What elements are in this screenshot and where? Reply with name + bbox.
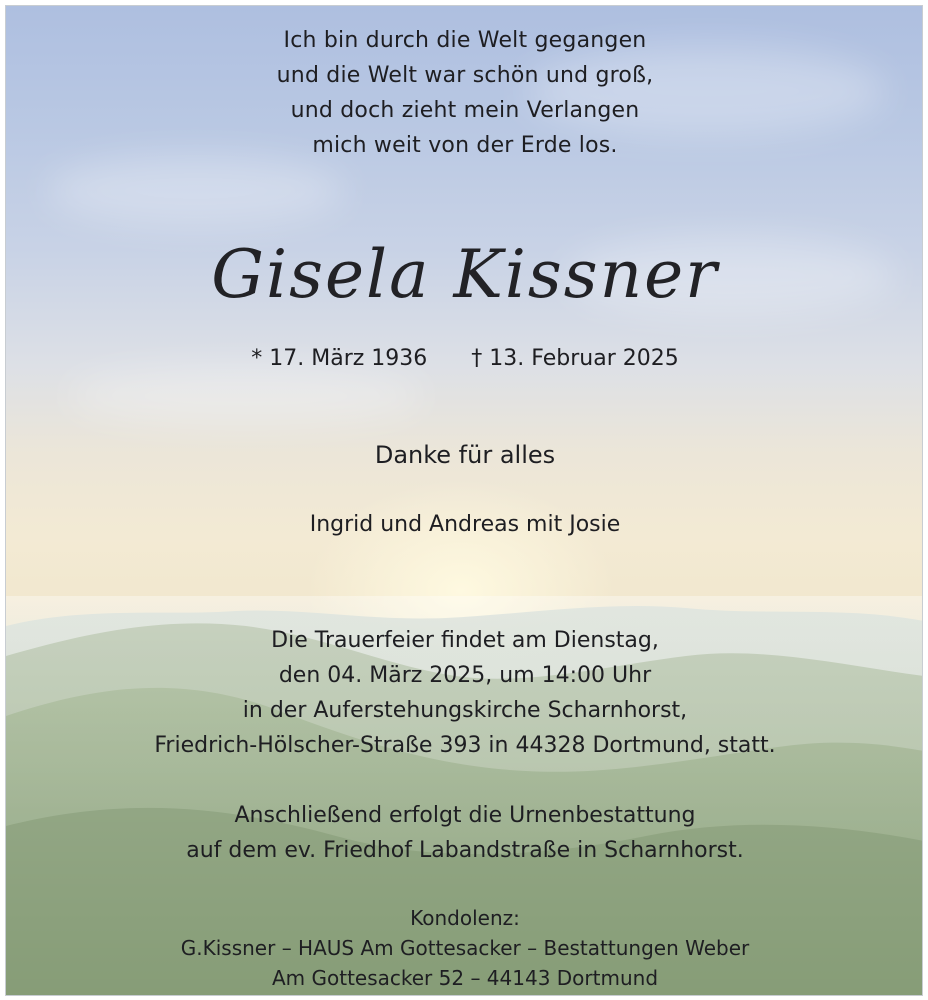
death-date: † 13. Februar 2025 xyxy=(471,346,679,371)
poem-line: mich weit von der Erde los. xyxy=(312,133,618,158)
thanks-text: Danke für alles xyxy=(374,441,556,469)
poem-line: Ich bin durch die Welt gegangen xyxy=(283,28,647,53)
poem-line: und die Welt war schön und groß, xyxy=(276,63,654,88)
life-dates xyxy=(6,346,923,371)
ceremony-line: den 04. März 2025, um 14:00 Uhr xyxy=(278,663,652,688)
mourners-names: Ingrid und Andreas mit Josie xyxy=(309,512,621,537)
condolence-line: Am Gottesacker 52 – 44143 Dortmund xyxy=(271,966,659,990)
burial-line: auf dem ev. Friedhof Labandstraße in Scharnhorst. xyxy=(186,838,744,863)
birth-date: * 17. März 1936 xyxy=(251,346,428,371)
burial-line: Anschließend erfolgt die Urnenbestattung xyxy=(234,803,696,828)
deceased-name: Gisela Kissner xyxy=(211,236,719,313)
condolence-heading: Kondolenz: xyxy=(410,906,520,930)
condolence-line: G.Kissner – HAUS Am Gottesacker – Bestattungen Weber xyxy=(180,936,750,960)
ceremony-line: Die Trauerfeier findet am Dienstag, xyxy=(271,628,659,653)
obituary-card xyxy=(5,5,923,996)
poem-line: und doch zieht mein Verlangen xyxy=(290,98,640,123)
obituary-text xyxy=(6,6,923,996)
ceremony-line: Friedrich-Hölscher-Straße 393 in 44328 Dortmund, statt. xyxy=(154,733,776,758)
ceremony-line: in der Auferstehungskirche Scharnhorst, xyxy=(242,698,688,723)
